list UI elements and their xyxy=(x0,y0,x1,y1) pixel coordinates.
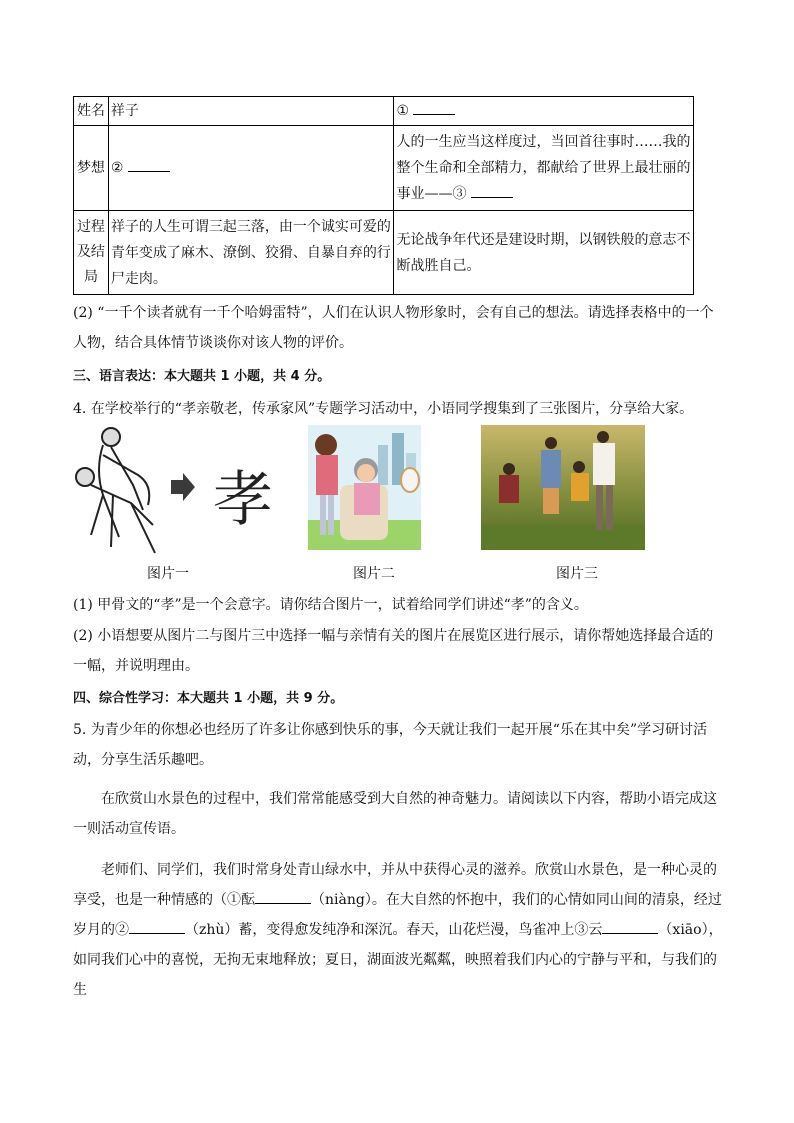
paragraph-passage xyxy=(73,855,723,1005)
caption-3: 图片三 xyxy=(556,566,598,582)
table-row xyxy=(74,97,694,126)
cell-text: 人的一生应当这样度过，当回首往事时……我的整个生命和全部精力，都献给了世界上最壮丽的事业——③ xyxy=(396,134,691,202)
table-cell xyxy=(108,126,394,211)
section-4-heading: 四、综合性学习：本大题共 1 小题，共 9 分。 xyxy=(73,691,344,706)
arrow-icon xyxy=(171,473,195,501)
table-cell: 祥子的人生可谓三起三落，由一个诚实可爱的青年变成了麻木、潦倒、狡猾、自暴自弃的行尸走肉。 xyxy=(108,211,394,295)
row-header: 过程及结局 xyxy=(74,211,109,295)
passage-part: （zhù）蓄，变得愈发纯净和深沉。春天，山花烂漫，鸟雀冲上③云 xyxy=(185,922,603,938)
blank-number: ① xyxy=(396,103,410,119)
passage-part: （xiāo），如同我们心中的喜悦，无拘无束地释放；夏日，湖面波光粼粼，映照着我们内心的宁静与平和，与我们的生 xyxy=(73,922,723,998)
table-cell xyxy=(394,126,694,211)
question-4: 4. 在学校举行的“孝亲敬老，传承家风”专题学习活动中，小语同学搜集到了三张图片，分享给大家。 xyxy=(73,401,694,417)
answer-blank[interactable] xyxy=(602,919,658,934)
question-5: 5. 为青少年的你想必也经历了许多让你感到快乐的事，今天就让我们一起开展“乐在其中矣”学习研讨活动，分享生活乐趣吧。 xyxy=(73,722,708,768)
question-4-1: (1) 甲骨文的“孝”是一个会意字。请你结合图片一，试着给同学们讲述“孝”的含义。 xyxy=(73,597,588,613)
row-header: 姓名 xyxy=(74,97,109,126)
answer-blank[interactable] xyxy=(471,183,513,198)
oracle-character: 孝 xyxy=(213,465,273,535)
section-3-heading: 三、语言表达：本大题共 1 小题，共 4 分。 xyxy=(73,369,331,384)
paragraph-intro: 在欣赏山水景色的过程中，我们常常能感受到大自然的神奇魅力。请阅读以下内容，帮助小语完成这一则活动宣传语。 xyxy=(73,791,717,837)
figure-1-illustration xyxy=(73,425,273,560)
table-cell xyxy=(394,97,694,126)
question-4-2: (2) 小语想要从图片二与图片三中选择一幅与亲情有关的图片在展览区进行展示，请你帮她选择最合适的一幅，并说明理由。 xyxy=(73,628,714,674)
table-cell: 祥子 xyxy=(108,97,394,126)
answer-blank[interactable] xyxy=(128,157,170,172)
question-2: (2) “一千个读者就有一千个哈姆雷特”，人们在认识人物形象时，会有自己的想法。请选择表格中的一个人物，结合具体情节谈谈你对该人物的评价。 xyxy=(73,305,714,351)
caption-2: 图片二 xyxy=(353,566,395,582)
figure-3-image xyxy=(481,425,645,550)
answer-blank[interactable] xyxy=(129,919,185,934)
table-row xyxy=(74,126,694,211)
answer-blank[interactable] xyxy=(255,889,311,904)
table-row xyxy=(74,211,694,295)
answer-blank[interactable] xyxy=(413,100,455,115)
character-table xyxy=(73,96,694,295)
caption-1: 图片一 xyxy=(147,566,189,582)
row-header: 梦想 xyxy=(74,126,109,211)
passage-part: （niàng）。在大自然的怀抱中，我们的心情如同山间的清泉，经过岁月的② xyxy=(73,892,722,938)
passage-part: 老师们、同学们，我们时常身处青山绿水中，并从中获得心灵的滋养。欣赏山水景色，是一种心灵的享受，也是一种情感的（①酝 xyxy=(73,862,717,908)
figure-2-image xyxy=(308,425,421,550)
blank-number: ② xyxy=(110,160,124,176)
table-cell: 无论战争年代还是建设时期，以钢铁般的意志不断战胜自己。 xyxy=(394,211,694,295)
